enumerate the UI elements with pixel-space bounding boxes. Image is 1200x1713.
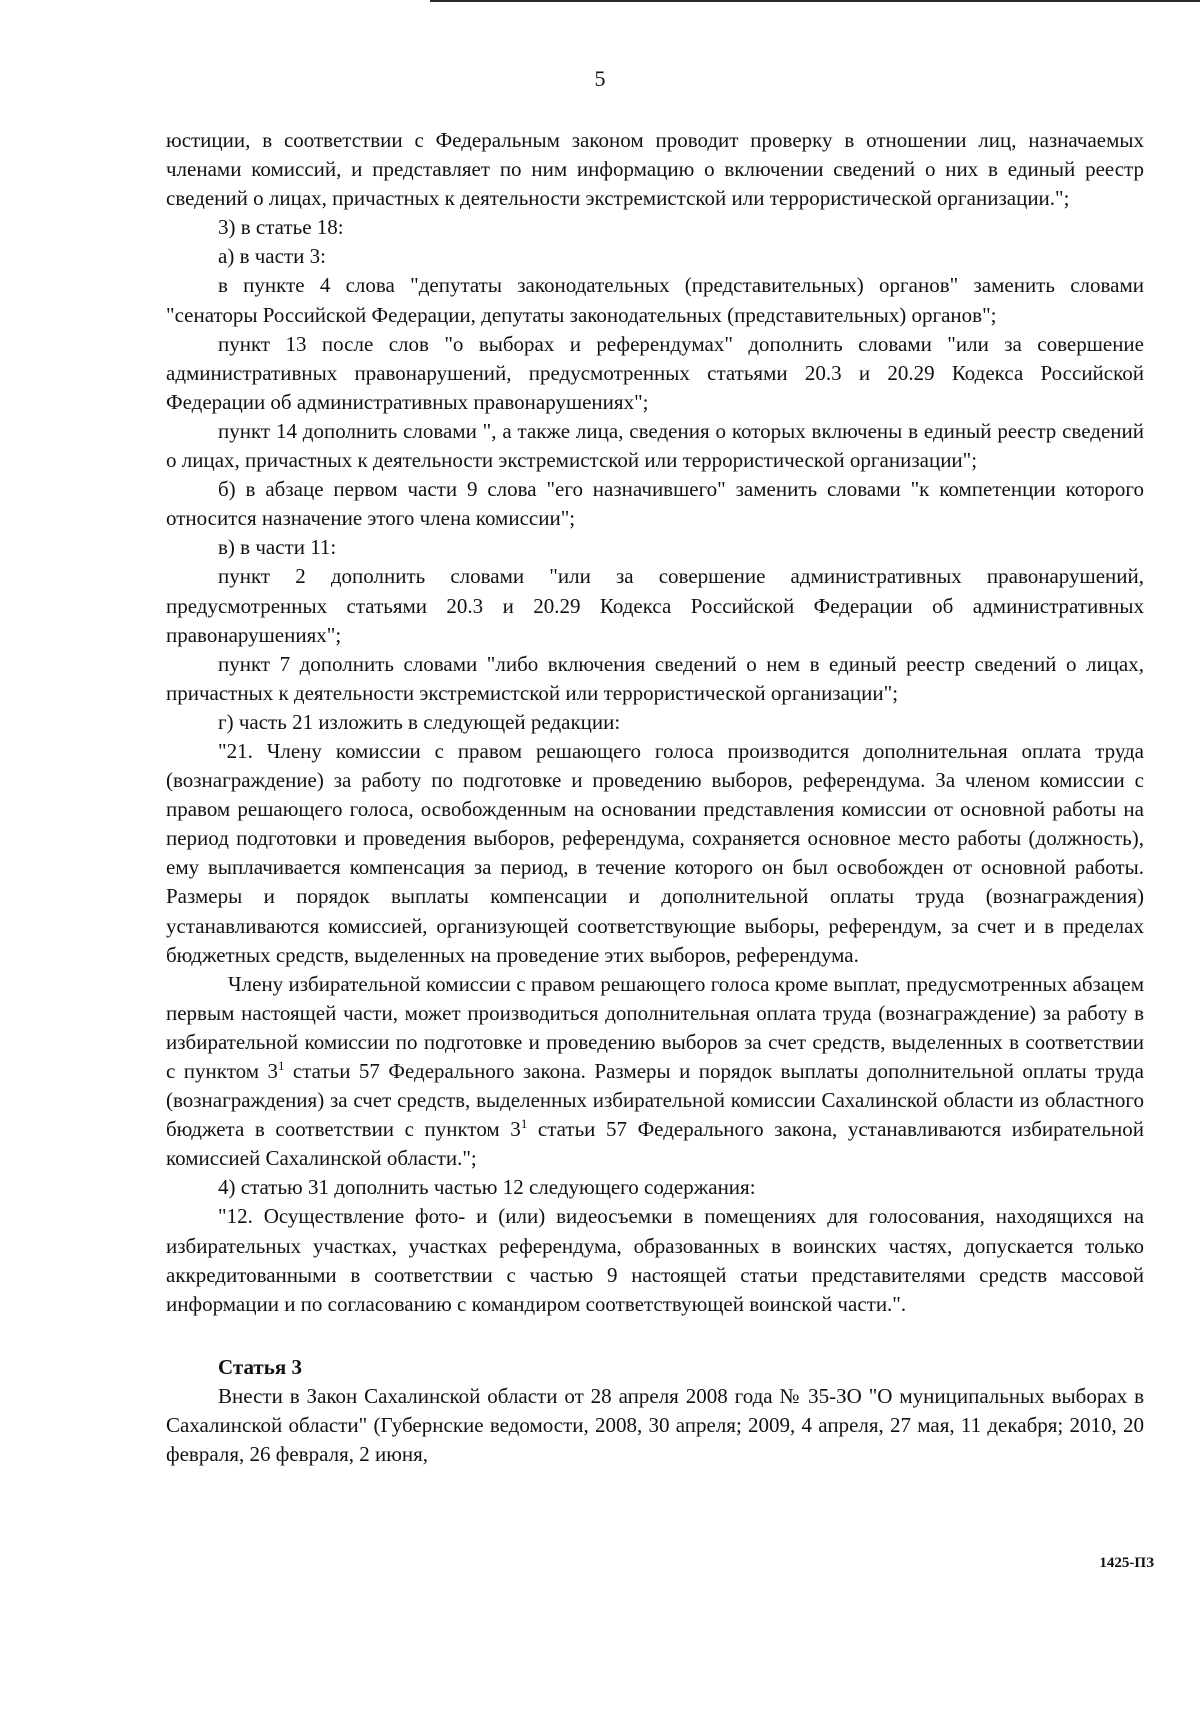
paragraph-item-v: в) в части 11:	[218, 535, 337, 560]
paragraph-point-14: пункт 14 дополнить словами ", а также лица, сведения о которых включены в единый реестр сведений о лицах, причастных к деятельности экстремистской или террористической организации";	[166, 418, 1144, 473]
document-body	[166, 126, 1144, 1469]
paragraph-member-part3: статьи 57 Федерального закона, устанавливаются избирательной комиссией Сахалинской области.";	[166, 1117, 1144, 1171]
article-heading: Статья 3	[218, 1354, 302, 1379]
top-border-line	[430, 0, 1200, 2]
paragraph-point-13: пункт 13 после слов "о выборах и референдумах" дополнить словами "или за совершение административных правонарушений, предусмотренных статьями 20.3 и 20.29 Кодекса Российской Федерации об административных правонарушениях";	[166, 331, 1144, 414]
paragraph-item-g: г) часть 21 изложить в следующей редакции:	[218, 709, 621, 734]
paragraph-member-part2: статьи 57 Федерального закона. Размеры и порядок выплаты дополнительной оплаты труда (вознаграждения) за счет средств, выделенных избирательной комиссии Сахалинской области из областного бюджета в соответствии с пунктом 3	[166, 1059, 1145, 1142]
paragraph-item-4: 4) статью 31 дополнить частью 12 следующего содержания:	[218, 1175, 756, 1200]
paragraph-member-part1: Члену избирательной комиссии с правом решающего голоса кроме выплат, предусмотренных абзацем первым настоящей части, может производиться дополнительная оплата труда (вознаграждение) за работу в избирательной комиссии по подготовке и проведению выборов за счет средств, выделенных в соответствии с пунктом 3	[166, 971, 1144, 1083]
paragraph-item-b: б) в абзаце первом части 9 слова "его назначившего" заменить словами "к компетенции которого относится назначение этого члена комиссии";	[166, 477, 1144, 531]
paragraph-point-7: пункт 7 дополнить словами "либо включения сведений о нем в единый реестр сведений о лицах, причастных к деятельности экстремистской или террористической организации";	[166, 651, 1144, 705]
document-code: 1425-ПЗ	[1099, 1555, 1154, 1571]
paragraph-item-a: а) в части 3:	[218, 244, 326, 269]
paragraph-part-21: "21. Члену комиссии с правом решающего голоса производится дополнительная оплата труда (вознаграждение) за работу по подготовке и проведению выборов, референдума. За членом комиссии с правом решающего голоса, освобожденным на основании представления комиссии от основной работы на период подготовки и проведения выборов, референдума, сохраняется основное место работы (должность), ему выплачивается компенсация за период, в течение которого он был освобожден от основной работы. Размеры и порядок выплаты компенсации и дополнительной оплаты труда (вознаграждения) устанавливаются комиссией, организующей соответствующие выборы, референдум, за счет и в пределах бюджетных средств, выделенных на проведение этих выборов, референдума.	[166, 738, 1144, 967]
paragraph-point-2: пункт 2 дополнить словами "или за совершение административных правонарушений, предусмотренных статьями 20.3 и 20.29 Кодекса Российской Федерации об административных правонарушениях";	[166, 564, 1144, 647]
paragraph-item-3: 3) в статье 18:	[218, 215, 344, 240]
paragraph-point-4: в пункте 4 слова "депутаты законодательных (представительных) органов" заменить словами "сенаторы Российской Федерации, депутаты законодательных (представительных) органов";	[166, 273, 1144, 327]
paragraph-member-payment	[166, 970, 1144, 1174]
article-3-text: Внести в Закон Сахалинской области от 28 апреля 2008 года № 35-ЗО "О муниципальных выборах в Сахалинской области" (Губернские ведомости, 2008, 30 апреля; 2009, 4 апреля, 27 мая, 11 декабря; 2010, 20 февраля, 26 февраля, 2 июня,	[166, 1383, 1144, 1467]
paragraph-part-12: "12. Осуществление фото- и (или) видеосъемки в помещениях для голосования, находящихся на избирательных участках, участках референдума, образованных в воинских частях, допускается только аккредитованными в соответствии с частью 9 настоящей статьи представителями средств массовой информации и по согласованию с командиром соответствующей воинской части.".	[166, 1204, 1144, 1316]
superscript-1b: 1	[520, 1116, 528, 1132]
page-number: 5	[594, 66, 606, 91]
superscript-1: 1	[277, 1058, 285, 1073]
paragraph-continuation: юстиции, в соответствии с Федеральным законом проводит проверку в отношении лиц, назначаемых членами комиссий, и представляет по ним информацию о включении сведений о них в единый реестр сведений о лицах, причастных к деятельности экстремистской или террористической организации.";	[166, 128, 1144, 211]
